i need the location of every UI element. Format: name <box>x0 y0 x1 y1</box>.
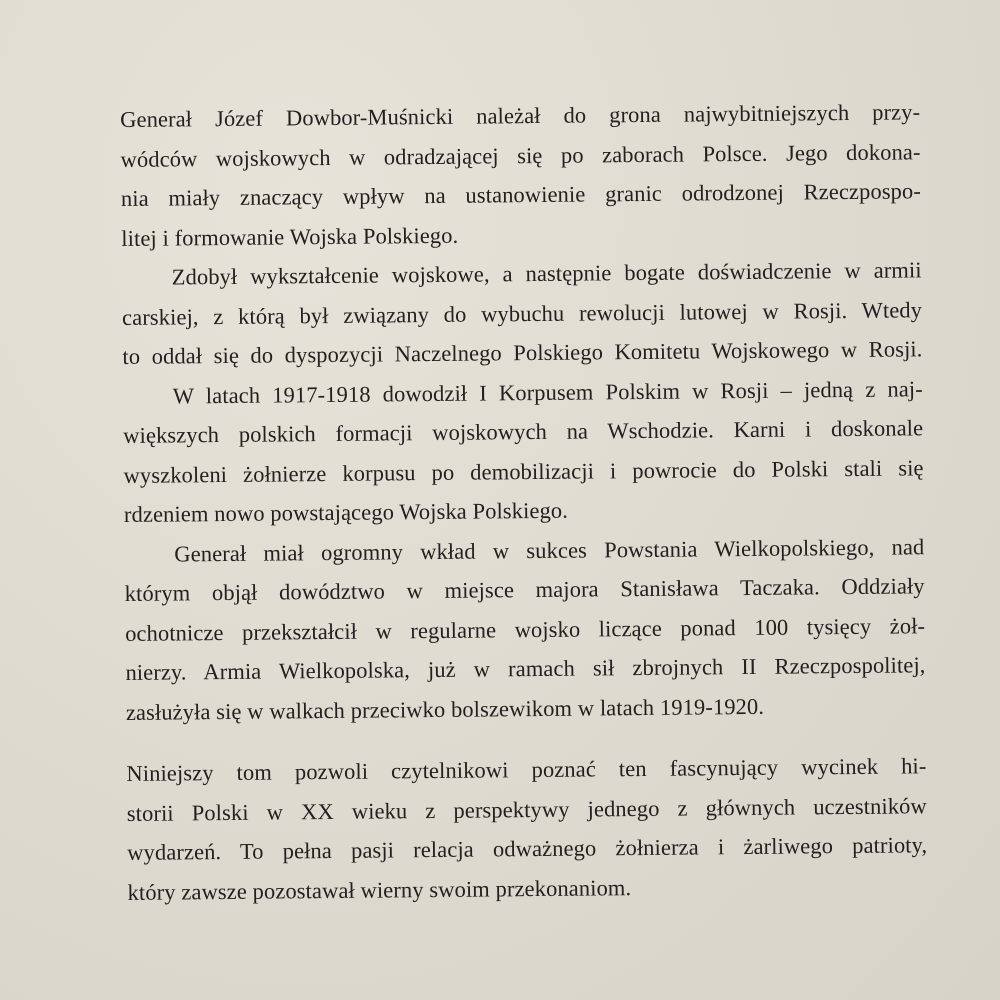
text-line: Zdobył wykształcenie wojskowe, a następnie bogate doświadczenie w armii <box>171 257 922 290</box>
text-line: wydarzeń. To pełna pasji relacja odważnego żołnierza i żarliwego patrioty, <box>127 832 928 865</box>
text-block <box>120 92 928 912</box>
text-line: ochotnicze przekształcił w regularne wojsko liczące ponad 100 tysięcy żoł- <box>124 612 926 646</box>
text-line: litej i formowanie Wojska Polskiego. <box>121 222 459 251</box>
text-line: wyszkoleni żołnierze korpusu po demobilizacji i powrocie do Polski stali się <box>123 454 924 488</box>
text-line: nia miały znaczący wpływ na ustanowienie granic odrodzonej Rzeczpospo- <box>120 178 922 211</box>
text-line: wódców wojskowych w odradzającej się po zaborach Polsce. Jego dokona- <box>120 138 921 172</box>
text-line: rdzeniem nowo powstającego Wojska Polskiego. <box>123 497 569 527</box>
text-line: to oddał się do dyspozycji Naczelnego Polskiego Komitetu Wojskowego w Rosji. <box>122 336 923 369</box>
text-line: większych polskich formacji wojskowych na Wschodzie. Karni i doskonale <box>123 415 924 448</box>
text-line: który zawsze pozostawał wierny swoim przekonaniom. <box>127 874 632 905</box>
paragraph-corps <box>123 369 924 535</box>
text-line: carskiej, z którą był związany do wybuchu rewolucji lutowej w Rosji. Wtedy <box>121 296 923 330</box>
paragraph-intro <box>120 92 921 258</box>
text-line: Generał Józef Dowbor-Muśnicki należał do grona najwybitniejszych przy- <box>120 99 921 132</box>
text-line: Niniejszy tom pozwoli czytelnikowi poznać ten fascynujący wycinek hi- <box>126 753 927 786</box>
text-line: W latach 1917-1918 dowodził I Korpusem Polskim w Rosji – jedną z naj- <box>172 375 923 409</box>
text-line: nierzy. Armia Wielkopolska, już w ramach sił zbrojnych II Rzeczpospolitej, <box>125 652 926 685</box>
text-line: storii Polski w XX wieku z perspektywy jednego z głównych uczestników <box>126 792 927 826</box>
paragraph-uprising <box>124 527 926 732</box>
text-line: którym objął dowództwo w miejsce majora Stanisława Taczaka. Oddziały <box>124 573 925 606</box>
text-line: Generał miał ogromny wkład w sukces Powstania Wielkopolskiego, nad <box>174 533 925 566</box>
paragraph-education <box>122 250 923 376</box>
text-line: zasłużyła się w walkach przeciwko bolszewikom w latach 1919-1920. <box>125 693 765 725</box>
paragraph-summary <box>126 746 927 912</box>
